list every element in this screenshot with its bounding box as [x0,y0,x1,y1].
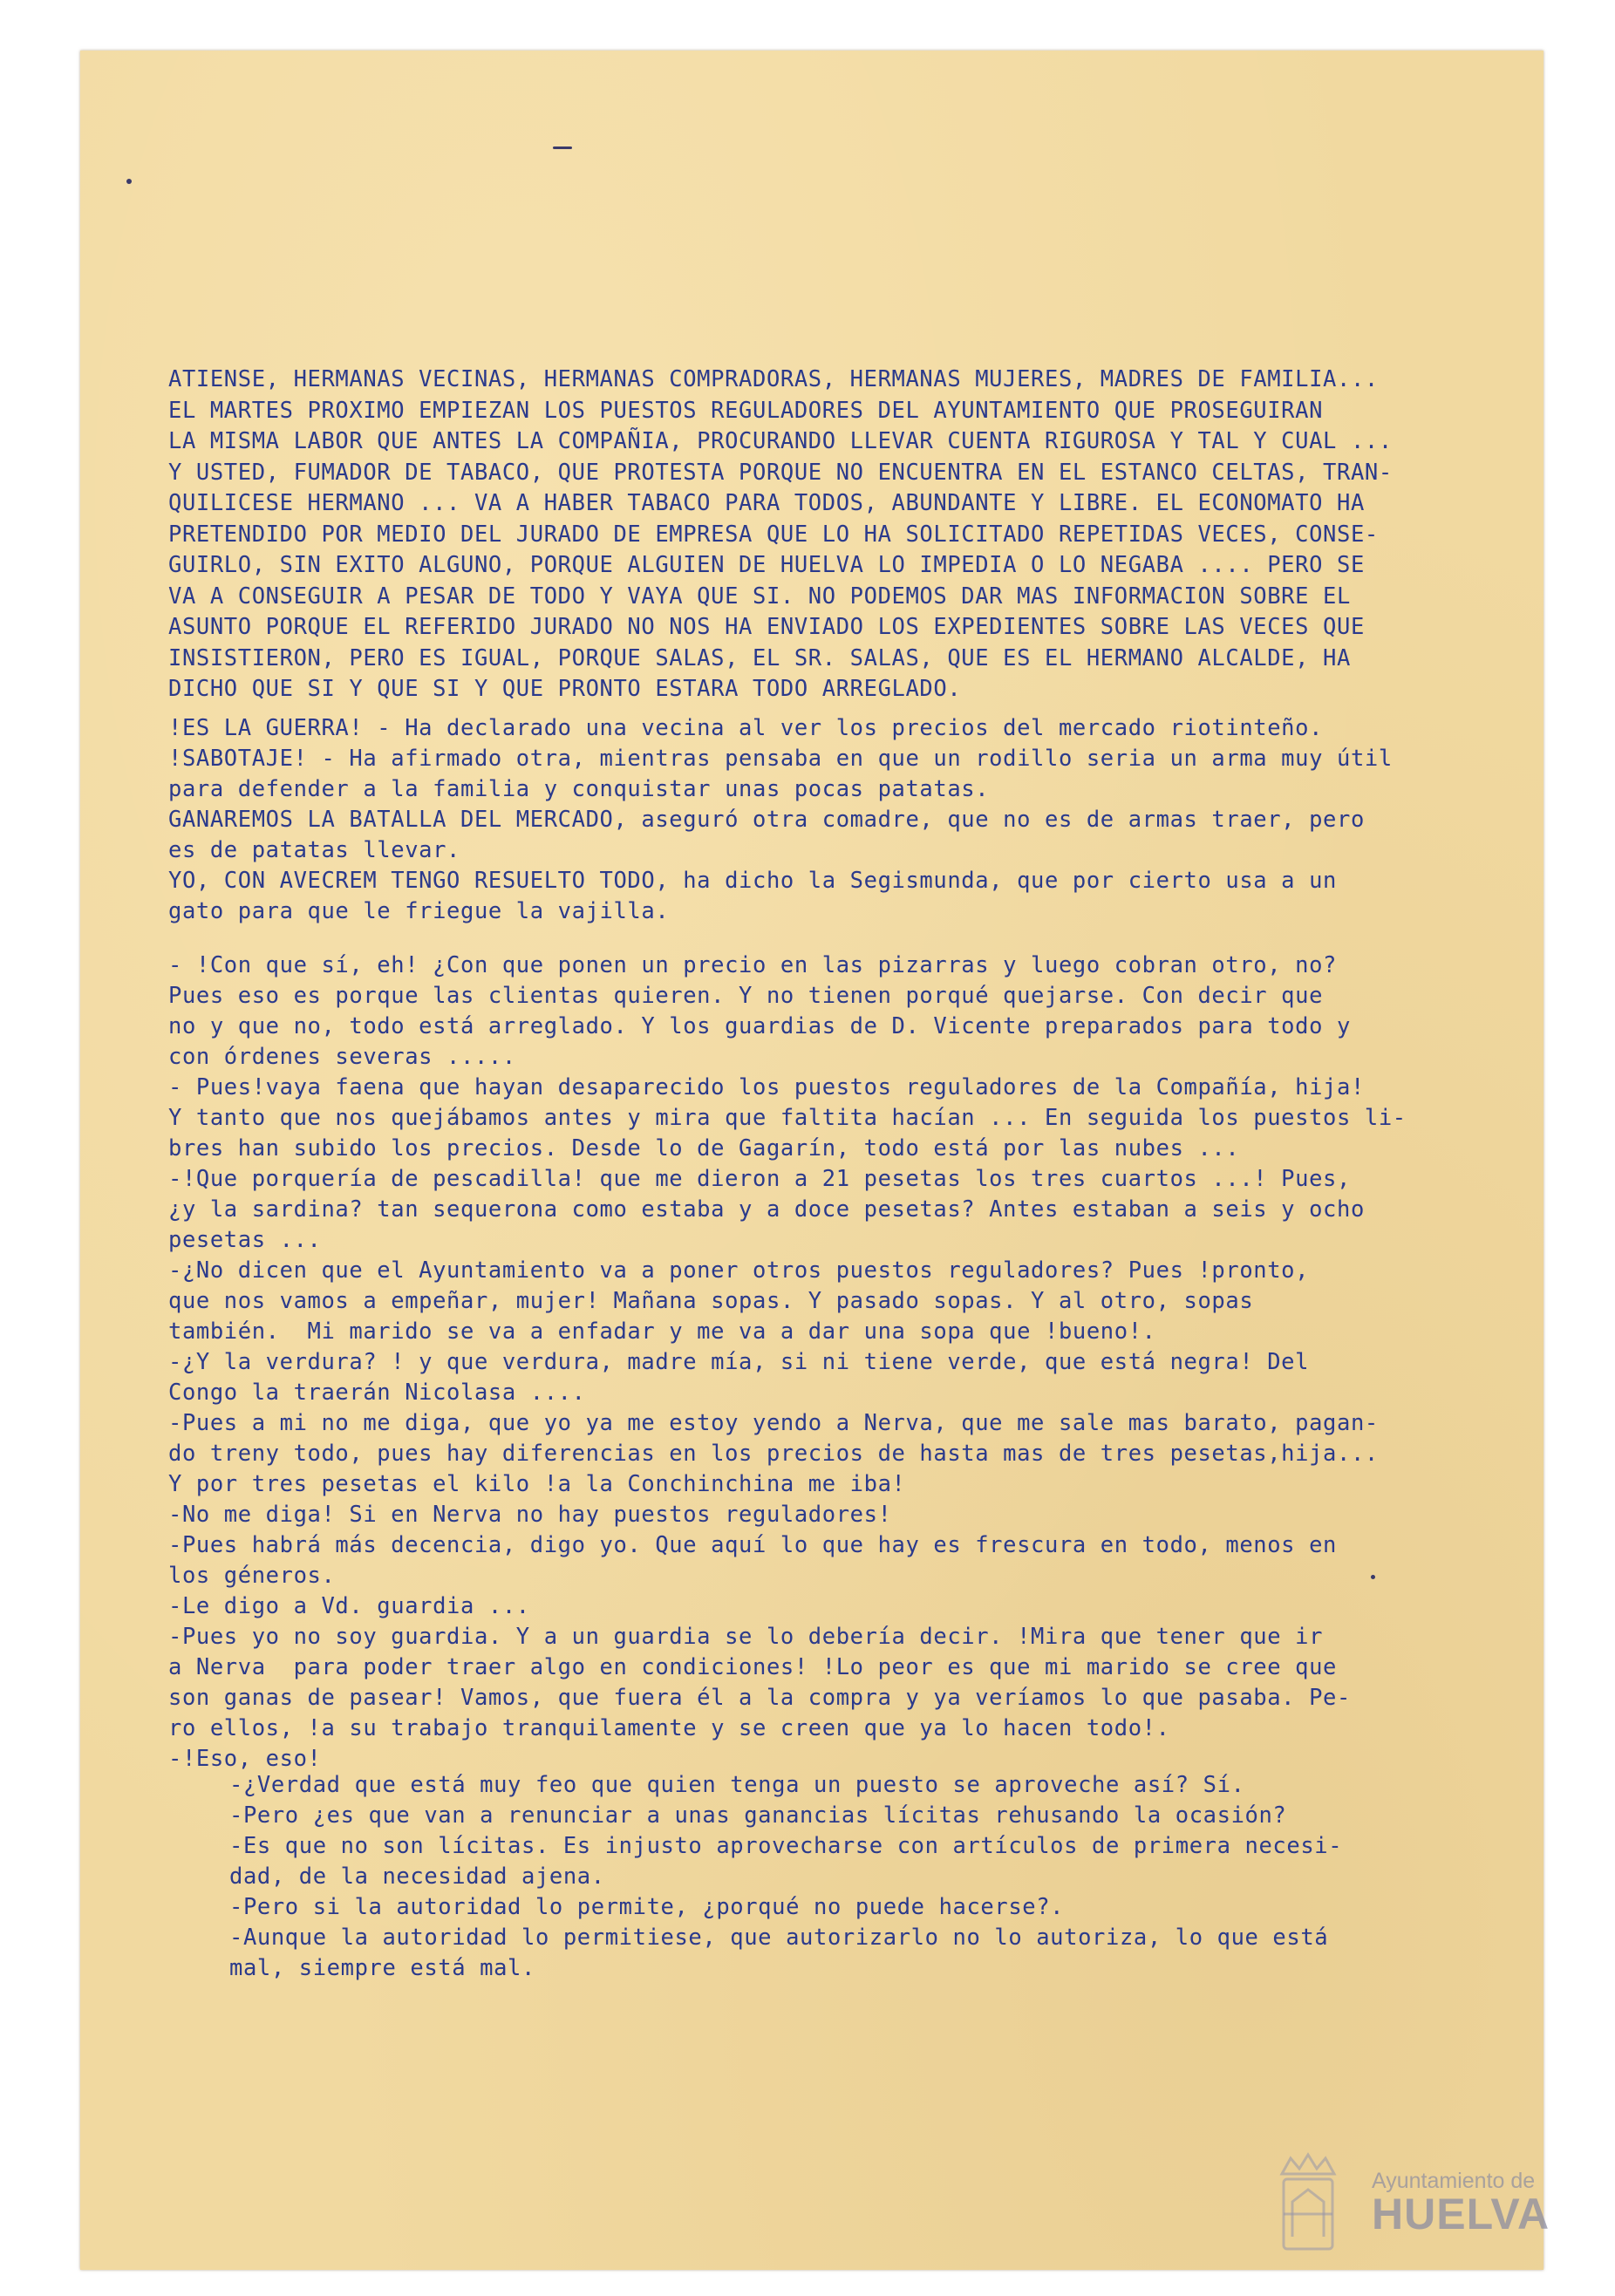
watermark-city: HUELVA [1372,2190,1550,2238]
market-dialogue-block: - !Con que sí, eh! ¿Con que ponen un precio en las pizarras y luego cobran otro, no? Pues eso es porque las clientas quieren. Y no tienen porqué quejarse. Con decir que no y que no, todo está arreglado. Y los guardias de D. Vicente preparados para todo y con órdenes severas ..... - Pues!vaya faena que hayan desaparecido los puestos reguladores de la Compañía, hija! Y tanto que nos quejábamos antes y mira que faltita hacían ... En seguida los puestos li- bres han subido los precios. Desde lo de Gagarín, todo está por las nubes ... -!Que porquería de pescadilla! que me dieron a 21 pesetas los tres cuartos ...! Pues, ¿y la sardina? tan sequerona como estaba y a doce pesetas? Antes estaban a seis y ocho pesetas ... -¿No dicen que el Ayuntamiento va a poner otros puestos reguladores? Pues !pronto, que nos vamos a empeñar, mujer! Mañana sopas. Y pasado sopas. Y al otro, sopas también. Mi marido se va a enfadar y me va a dar una sopa que !bueno!. -¿Y la verdura? ! y que verdura, madre mía, si ni tiene verde, que está negra! Del Congo la traerán Nicolasa .... -Pues a mi no me diga, que yo ya me estoy yendo a Nerva, que me sale mas barato, pagan- do treny todo, pues hay diferencias en los precios de hasta mas de tres pesetas,hija... Y por tres pesetas el kilo !a la Conchinchina me iba! -No me diga! Si en Nerva no hay puestos reguladores! -Pues habrá más decencia, digo yo. Que aquí lo que hay es frescura en todo, menos en los géneros. -Le digo a Vd. guardia ... -Pues yo no soy guardia. Y a un guardia se lo debería decir. !Mira que tener que ir a Nerva para poder traer algo en condiciones! !Lo peor es que mi marido se cree que son ganas de pasear! Vamos, que fuera él a la compra y ya veríamos lo que pasaba. Pe- ro ellos, !a su trabajo tranquilamente y se creen que ya lo hacen todo!. -!Eso, eso! [168,952,1407,1772]
closing-dialogue-block: -¿Verdad que está muy feo que quien tenga un puesto se aproveche así? Sí. -Pero ¿es que van a renunciar a unas ganancias lícitas rehusando la ocasión? -Es que no son lícitas. Es injusto aprovecharse con artículos de primera necesi- dad, de la necesidad ajena. -Pero si la autoridad lo permite, ¿porqué no puede hacerse?. -Aunque la autoridad lo permitiese, que autorizarlo no lo autoriza, lo que está mal, siempre está mal. [229,1772,1343,1981]
ink-speck [126,179,132,184]
announcement-caps-block: ATIENSE, HERMANAS VECINAS, HERMANAS COMPRADORAS, HERMANAS MUJERES, MADRES DE FAMILIA... EL MARTES PROXIMO EMPIEZAN LOS PUESTOS REGULADORES DEL AYUNTAMIENTO QUE PROSEGUIRAN LA MISMA LABOR QUE ANTES LA COMPAÑIA, PROCURANDO LLEVAR CUENTA RIGUROSA Y TAL Y CUAL ... Y USTED, FUMADOR DE TABACO, QUE PROTESTA PORQUE NO ENCUENTRA EN EL ESTANCO CELTAS, TRAN- QUILICESE HERMANO ... VA A HABER TABACO PARA TODOS, ABUNDANTE Y LIBRE. EL ECONOMATO HA PRETENDIDO POR MEDIO DEL JURADO DE EMPRESA QUE LO HA SOLICITADO REPETIDAS VECES, CONSE- GUIRLO, SIN EXITO ALGUNO, PORQUE ALGUIEN DE HUELVA LO IMPEDIA O LO NEGABA .... PERO SE VA A CONSEGUIR A PESAR DE TODO Y VAYA QUE SI. NO PODEMOS DAR MAS INFORMACION SOBRE EL ASUNTO PORQUE EL REFERIDO JURADO NO NOS HA ENVIADO LOS EXPEDIENTES SOBRE LAS VECES QUE INSISTIERON, PERO ES IGUAL, PORQUE SALAS, EL SR. SALAS, QUE ES EL HERMANO ALCALDE, HA DICHO QUE SI Y QUE SI Y QUE PRONTO ESTARA TODO ARREGLADO. [168,366,1393,702]
ink-speck [553,146,572,149]
watermark-caption: Ayuntamiento de [1372,2169,1536,2193]
market-quotes-block: !ES LA GUERRA! - Ha declarado una vecina al ver los precios del mercado riotinteño. !SABOTAJE! - Ha afirmado otra, mientras pensaba en que un rodillo seria un arma muy útil para defender a la familia y conquistar unas pocas patatas. GANAREMOS LA BATALLA DEL MERCADO, aseguró otra comadre, que no es de armas traer, pero es de patatas llevar. YO, CON AVECREM TENGO RESUELTO TODO, ha dicho la Segismunda, que por cierto usa a un gato para que le friegue la vajilla. [168,715,1393,924]
crown-icon [1282,2155,1334,2174]
